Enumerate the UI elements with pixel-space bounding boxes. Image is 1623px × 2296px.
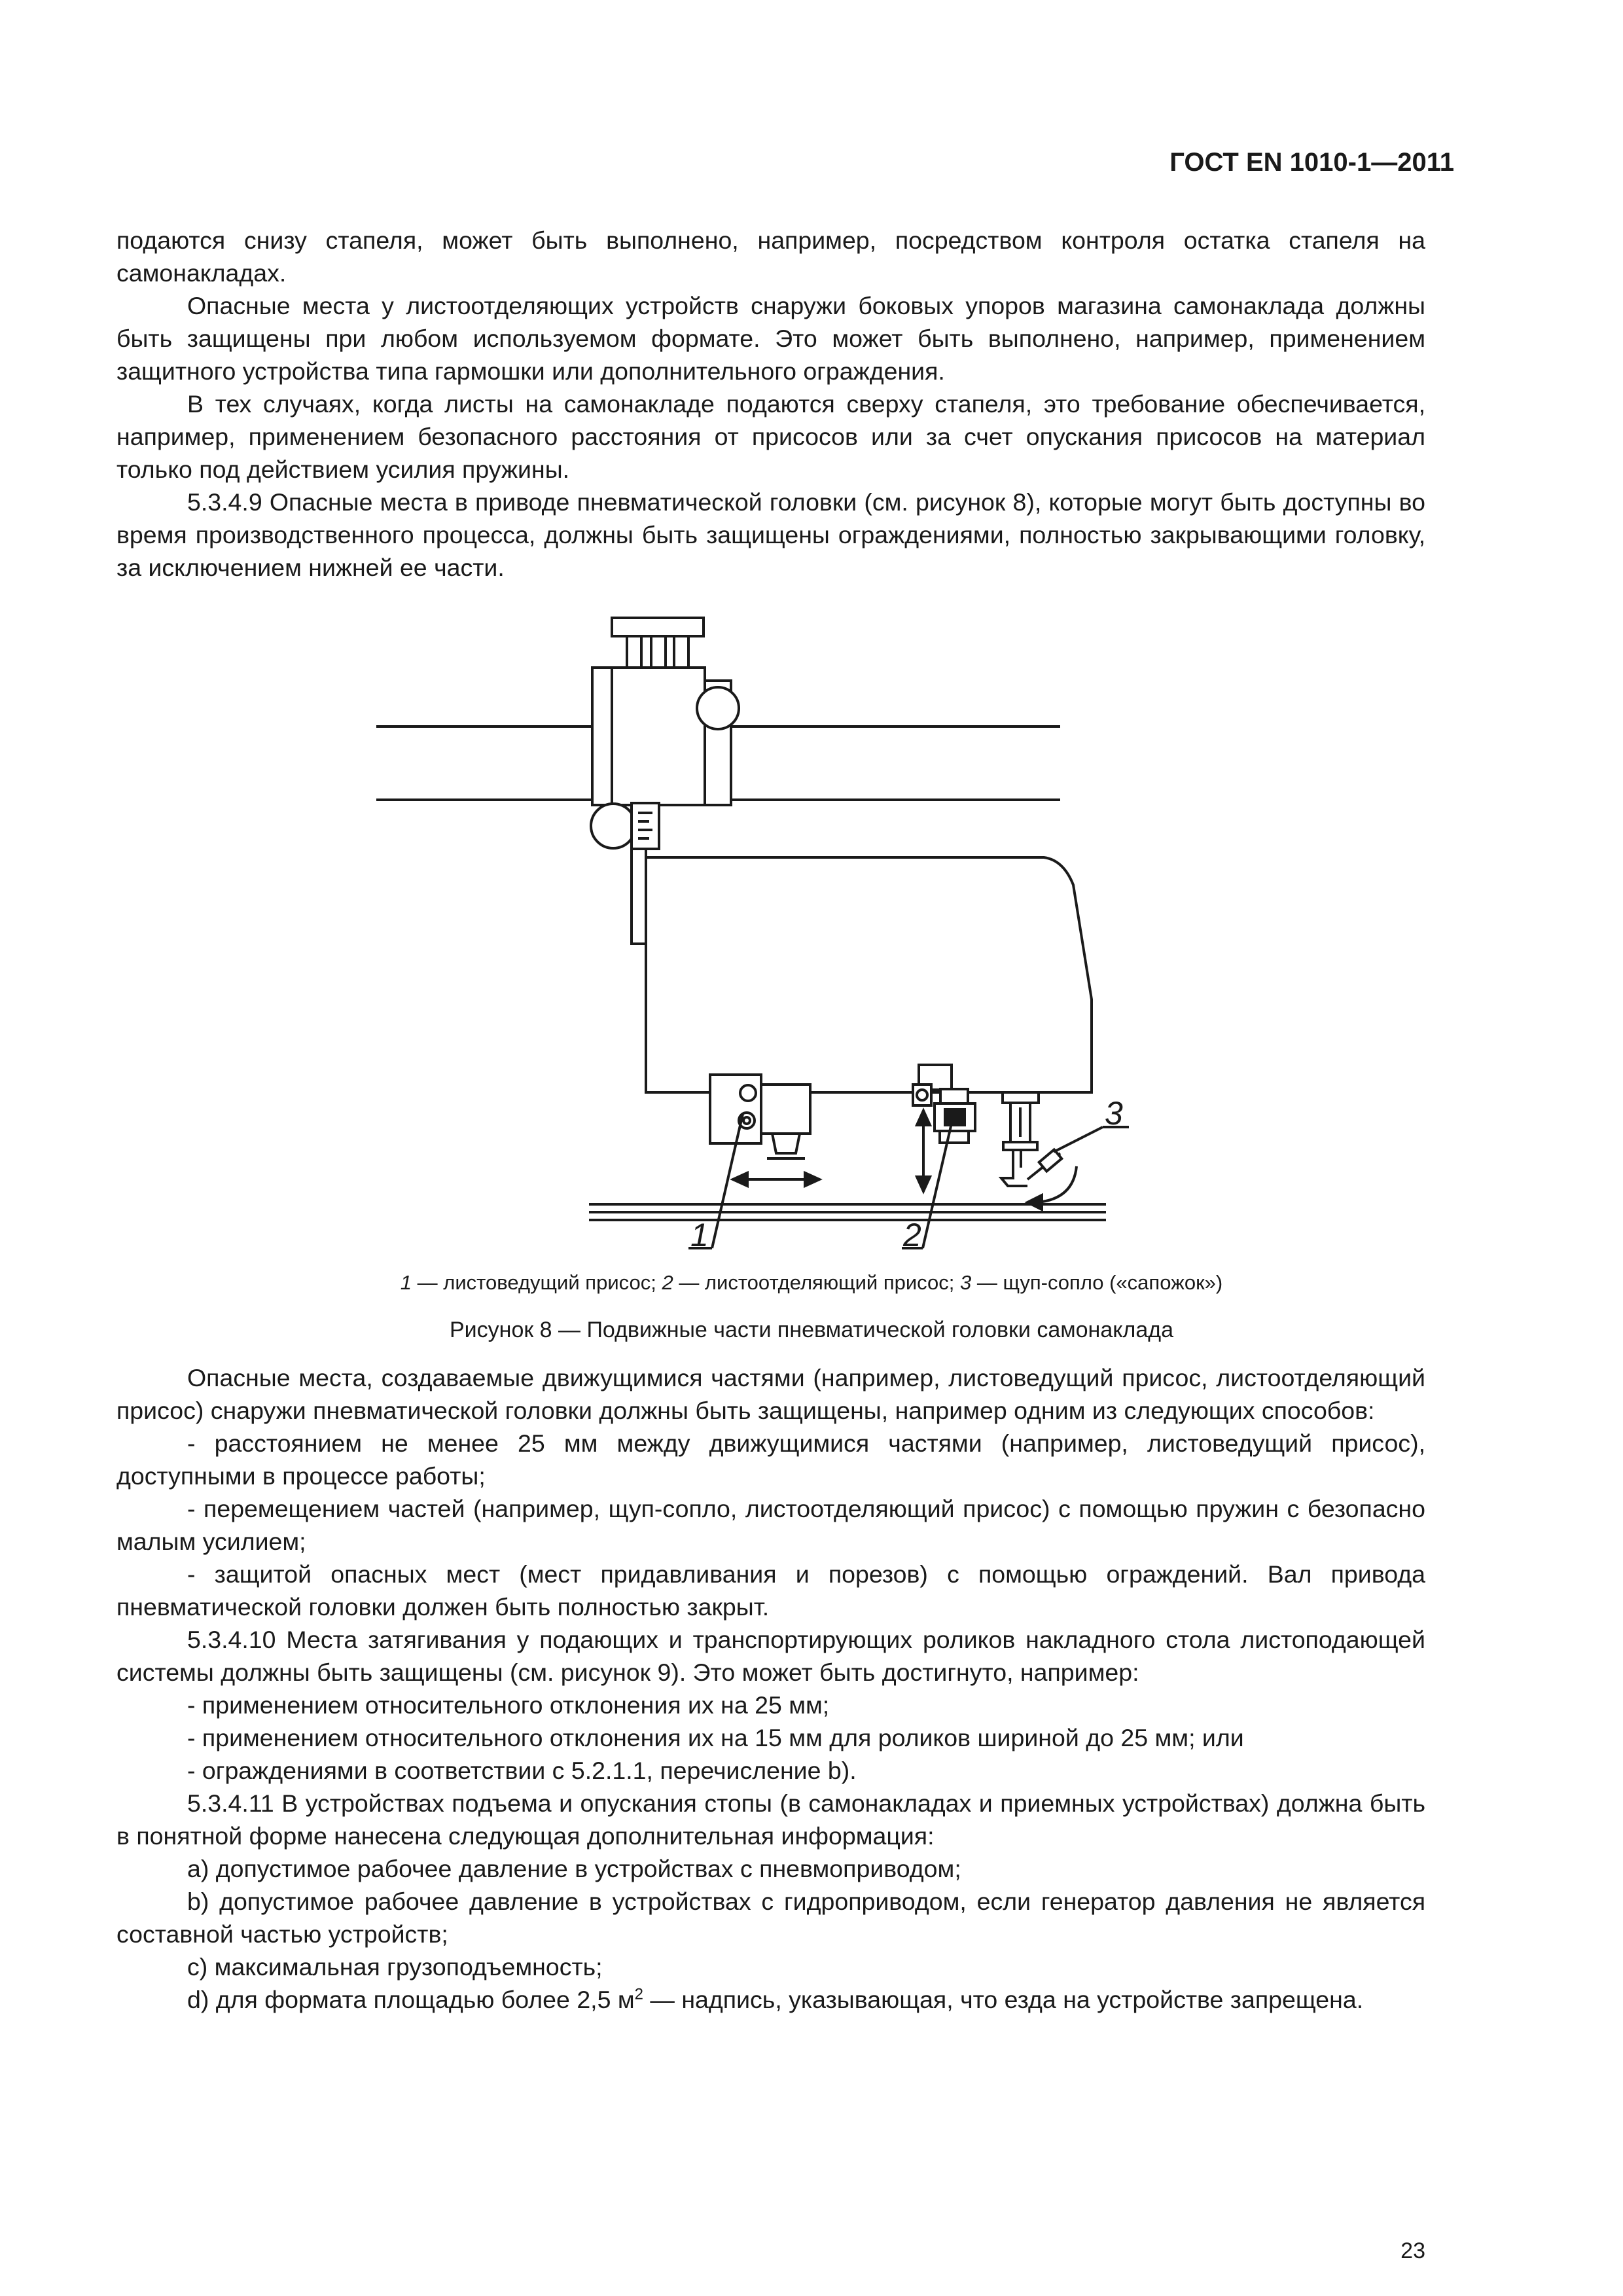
paragraph: Опасные места, создаваемые движущимися частями (например, листоведущий присос, листоотделяющий присос) снаружи пневматической головки должны быть защищены, например одним из следующих способов:	[116, 1364, 1425, 1424]
paragraph: 5.3.4.9 Опасные места в приводе пневматической головки (см. рисунок 8), которые могут быть доступны во время производственного процесса, должны быть защищены ограждениями, полностью закрывающими головку, за исключением нижней ее части.	[116, 488, 1425, 581]
figure-legend	[0, 1271, 1623, 1295]
paragraph: 5.3.4.10 Места затягивания у подающих и транспортирующих роликов накладного стола листоподающей системы должны быть защищены (см. рисунок 9). Это может быть достигнуто, например:	[116, 1626, 1425, 1686]
figure-8-drawing	[353, 603, 1204, 1278]
legend-text-3: — щуп-сопло («сапожок»)	[971, 1271, 1223, 1294]
legend-text-2: — листоотделяющий присос;	[673, 1271, 960, 1294]
text-block-bottom	[116, 1361, 1425, 2016]
figure-8-pneumatic-head	[353, 603, 1204, 1278]
legend-num-3: 3	[960, 1271, 972, 1294]
knob-stem-2	[651, 636, 666, 668]
document-header: ГОСТ EN 1010-1—2011	[1169, 148, 1454, 177]
figure-label-1: 1	[690, 1217, 709, 1253]
paragraph: В тех случаях, когда листы на самонакладе подаются сверху стапеля, это требование обеспечивается, например, применением безопасного расстояния от присосов или за счет опускания присосов на материал только под действием усилия пружины.	[116, 390, 1425, 483]
sheet-guide-sucker-housing	[761, 1085, 810, 1134]
paragraph: 5.3.4.11 В устройствах подъема и опускания стопы (в самонакладах и приемных устройствах) должна быть в понятной форме нанесена следующая дополнительная информация:	[116, 1789, 1425, 1850]
paragraph: a) допустимое рабочее давление в устройствах с пневмоприводом;	[187, 1855, 961, 1882]
figure-label-2: 2	[903, 1217, 921, 1253]
text-block-top	[116, 224, 1425, 584]
superscript: 2	[634, 1985, 644, 2003]
legend-text-1: — листоведущий присос;	[412, 1271, 662, 1294]
scale-plate	[632, 803, 659, 849]
roller-upper	[697, 687, 739, 729]
figure-label-3: 3	[1105, 1095, 1123, 1132]
paragraph: b) допустимое рабочее давление в устройствах с гидроприводом, если генератор давления не является составной частью устройств;	[116, 1888, 1425, 1948]
figure-title: Рисунок 8 — Подвижные части пневматической головки самонаклада	[450, 1318, 1173, 1342]
page-number: 23	[1400, 2238, 1425, 2263]
paragraph: - применением относительного отклонения их на 25 мм;	[187, 1691, 830, 1719]
vertical-rod	[632, 849, 646, 944]
paragraph: - расстоянием не менее 25 мм между движущимися частями (например, листоведущий присос), доступными в процессе работы;	[116, 1429, 1425, 1490]
last-item-text-after: — надпись, указывающая, что езда на устройстве запрещена.	[643, 1986, 1364, 2013]
paragraph: - защитой опасных мест (мест придавливания и порезов) с помощью ограждений. Вал привода пневматической головки должен быть полностью закрыт.	[116, 1560, 1425, 1621]
knob-stem-1	[627, 636, 641, 668]
pneumatic-head-body	[646, 857, 1092, 1092]
last-item-text: d) для формата площадью более 2,5 м	[187, 1986, 635, 2013]
knob-stem-3	[674, 636, 688, 668]
roller-lower	[591, 804, 635, 848]
legend-num-2: 2	[662, 1271, 673, 1294]
clamp-block	[592, 668, 705, 805]
paragraph: - перемещением частей (например, щуп-сопло, листоотделяющий присос) с помощью пружин с безопасно малым усилием;	[116, 1495, 1425, 1555]
paragraph: - применением относительного отклонения их на 15 мм для роликов шириной до 25 мм; или	[187, 1724, 1244, 1751]
legend-num-1: 1	[400, 1271, 412, 1294]
sheet-guide-sucker-block	[710, 1075, 761, 1143]
paragraph: Опасные места у листоотделяющих устройств снаружи боковых упоров магазина самонаклада должны быть защищены при любом используемом формате. Это может быть выполнено, например, применением защитного устройства типа гармошки или дополнительного ограждения.	[116, 292, 1425, 385]
paragraph: - ограждениями в соответствии с 5.2.1.1, перечисление b).	[187, 1757, 857, 1784]
knob-bar	[612, 618, 704, 636]
paragraph-last-item	[116, 1983, 1425, 2016]
paragraph: c) максимальная грузоподъемность;	[187, 1953, 603, 1981]
paragraph: подаются снизу стапеля, может быть выполнено, например, посредством контроля остатка стапеля на самонакладах.	[116, 226, 1425, 287]
